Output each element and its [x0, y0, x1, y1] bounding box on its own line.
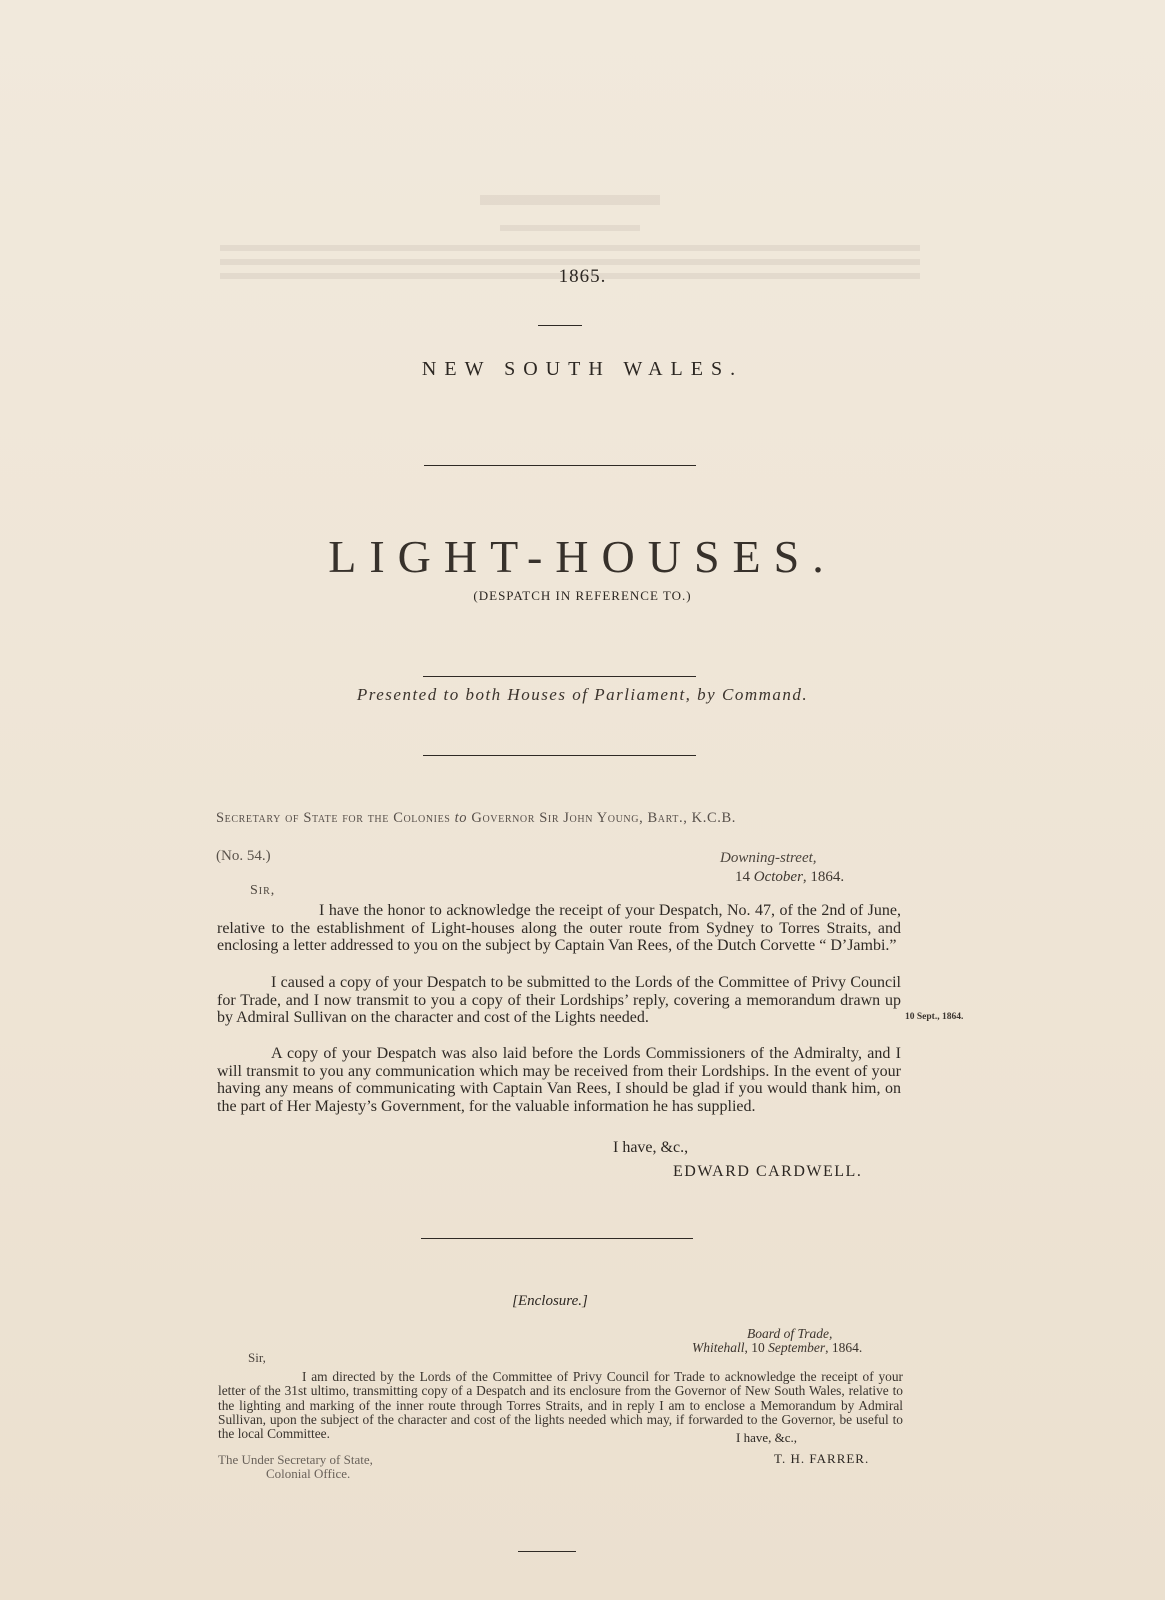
enclosure-paragraph: [218, 1370, 903, 1441]
enclosure-place: Whitehall: [692, 1340, 745, 1355]
colony-heading: NEW SOUTH WALES.: [421, 358, 744, 380]
date-year: , 1864.: [802, 869, 845, 885]
heading-to-word: to: [454, 810, 468, 826]
despatch-heading: [216, 810, 736, 827]
document-year: 1865.: [558, 266, 607, 287]
despatch-signature: EDWARD CARDWELL.: [673, 1163, 863, 1180]
despatch-date: [735, 869, 844, 886]
rule-long-3: [423, 755, 696, 756]
enclosure-salutation: Sir,: [248, 1350, 266, 1365]
paragraph-text: I caused a copy of your Despatch to be submitted to the Lords of the Committee of Privy Council for Trade, and I now transmit to you a copy of their Lordships’ reply, covering a memorandum drawn up by Admiral Sullivan on the character and cost of the Lights needed.: [217, 974, 901, 1027]
enclosure-day: , 10: [744, 1340, 769, 1355]
document-subtitle: (DESPATCH IN REFERENCE TO.): [473, 588, 692, 603]
rule-short-1: [538, 325, 582, 326]
enclosure-date: [692, 1340, 862, 1356]
despatch-closing: I have, &c.,: [613, 1139, 689, 1156]
paragraph-text: I have the honor to acknowledge the receipt of your Despatch, No. 47, of the 2nd of June, relative to the establishment of Light-houses along the outer route from Sydney to Torres Straits, and enclosing a letter addressed to you on the subject by Captain Van Rees, of the Dutch Corvette “ D’Jambi.”: [217, 902, 901, 955]
paragraph-text: A copy of your Despatch was also laid before the Lords Commissioners of the Admiralty, and I will transmit to you any communication which may be received from their Lordships. In the event of your having any means of communicating with Captain Van Rees, I should be glad if you would thank him, on the part of Her Majesty’s Government, for the valuable information he has supplied.: [217, 1045, 901, 1115]
date-month: October: [753, 869, 803, 885]
presented-line: Presented to both Houses of Parliament, by Command.: [356, 685, 809, 704]
despatch-paragraph-3: [217, 1045, 901, 1115]
enclosure-signature: T. H. FARRER.: [774, 1451, 870, 1466]
enclosure-year: , 1864.: [825, 1340, 863, 1355]
rule-long-1: [424, 465, 696, 466]
enclosure-from: Board of Trade,: [747, 1326, 833, 1341]
document-title: LIGHT-HOUSES.: [328, 531, 837, 582]
enclosure-month: September: [768, 1340, 826, 1355]
despatch-place: Downing-street,: [720, 850, 817, 866]
despatch-paragraph-1: [217, 902, 901, 955]
despatch-paragraph-2: [217, 974, 901, 1027]
enclosure-closing: I have, &c.,: [736, 1430, 798, 1445]
enclosure-label: [Enclosure.]: [512, 1293, 588, 1309]
despatch-salutation: Sir,: [250, 883, 276, 898]
despatch-number: (No. 54.): [216, 848, 271, 864]
rule-long-2: [423, 676, 696, 677]
addressee-line-1: The Under Secretary of State,: [218, 1452, 373, 1467]
heading-from: Secretary of State for the Colonies: [216, 810, 451, 826]
rule-short-2: [518, 1551, 576, 1552]
heading-recipient: Governor Sir John Young, Bart., K.C.B.: [471, 810, 736, 826]
paragraph-text: I am directed by the Lords of the Committee of Privy Council for Trade to acknowledge the receipt of your letter of the 31st ultimo, transmitting copy of a Despatch and its enclosure from the Governor of New South Wales, relative to the lighting and marking of the inner route through Torres Straits, and in reply I am to enclose a Memorandum by Admiral Sullivan, upon the subject of the character and cost of the lights needed which may, if forwarded to the Governor, be useful to the local Committee.: [218, 1369, 903, 1442]
margin-note: 10 Sept., 1864.: [905, 1012, 964, 1022]
date-day: 14: [735, 869, 750, 885]
rule-long-4: [421, 1238, 693, 1239]
addressee-line-2: Colonial Office.: [266, 1466, 351, 1481]
